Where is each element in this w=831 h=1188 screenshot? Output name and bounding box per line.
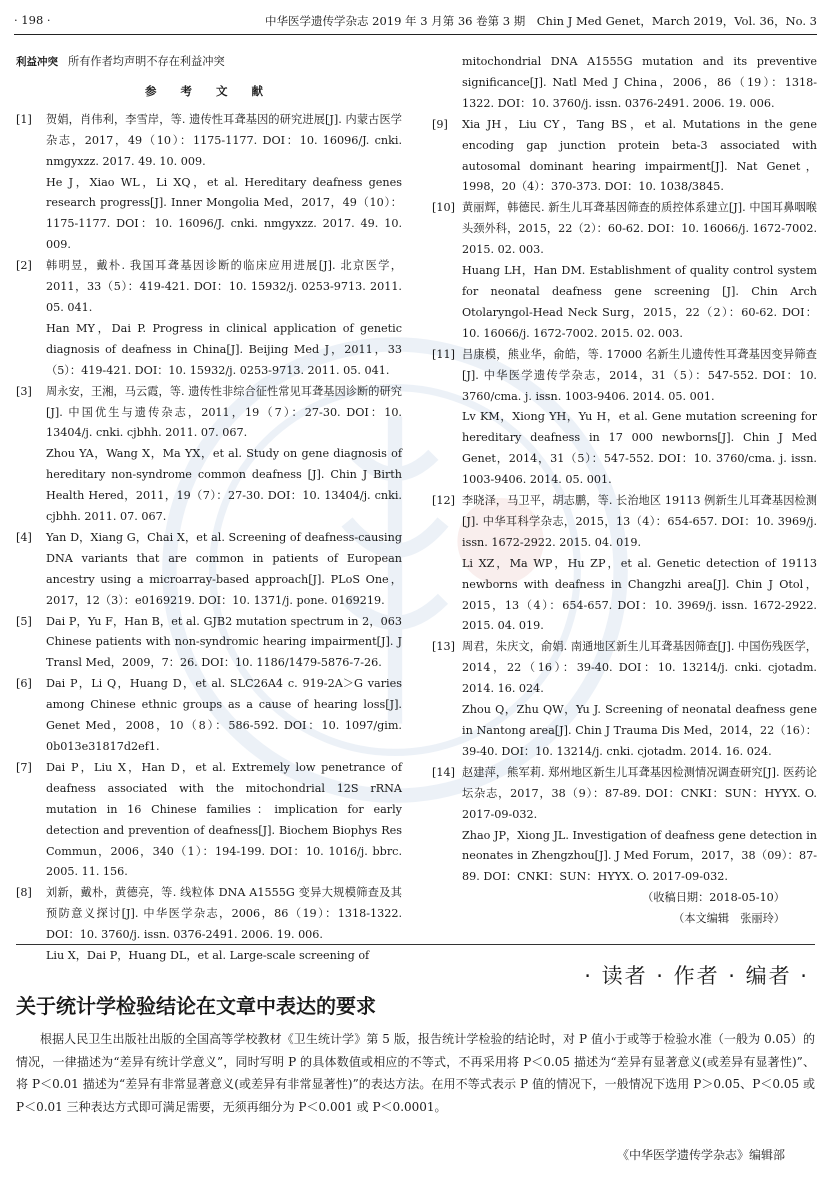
reference-text: Xia JH，Liu CY，Tang BS，et al. Mutations in the gene encoding gap junction protein beta-3 associated with autosomal dominant hearing impairment[J]. Nat Genet，1998，20（4）：370-373. DOI：10. 1038/3845. — [462, 117, 817, 194]
reference-text-en: Lv KM，Xiong YH，Yu H，et al. Gene mutation screening for hereditary deafness in 17 000 newborns[J]. Chin J Med Genet，2014，31（5）：547-552. DOI：10. 3760/cma. j. issn. 1003-9406. 2014. 05. 001. — [462, 410, 817, 487]
references-heading: 参 考 文 献 — [144, 83, 273, 98]
reference-number: [2] — [16, 259, 32, 273]
reference-text-en: Zhou Q，Zhu QW，Yu J. Screening of neonatal deafness gene in Nantong area[J]. Chin J Trauma Dis Med，2014，22（16）：39-40. DOI：10. 13214/j. cnki. cjotadm. 2014. 16. 024. — [462, 703, 817, 758]
reference-text-cn: 李晓泽，马卫平，胡志鹏，等. 长治地区 19113 例新生儿耳聋基因检测[J]. 中华耳科学杂志，2015，13（4）：654-657. DOI：10. 3969/j. issn. 1672-2922. 2015. 04. 019. — [462, 494, 817, 549]
reference-text-cn: 黄丽辉，韩德民. 新生儿耳聋基因筛查的质控体系建立[J]. 中国耳鼻咽喉头颈外科，2015，22（2）：60-62. DOI：10. 16066/j. 1672-7002. 2015. 02. 003. — [462, 201, 817, 257]
reference-text-en: Huang LH，Han DM. Establishment of quality control system for neonatal deafness gene screening [J]. Chin Arch Otolaryngol-Head Neck Surg，2015，22（2）：60-62. DOI：10. 16066/j. 1672-7002. 2015. 02. 003. — [462, 264, 817, 340]
journal-citation-line: 中华医学遗传学杂志 2019 年 3 月第 36 卷第 3 期 Chin J Med Genet，March 2019，Vol. 36，No. 3 — [264, 14, 817, 28]
reference-text: Yan D，Xiang G，Chai X，et al. Screening of deafness-causing DNA variants that are common in patients of European ancestry using a microarray-based approach[J]. PLoS One，2017，12（3）：e0169219. DOI：10. 1371/j. pone. 0169219. — [46, 530, 402, 607]
reference-text: Dai P，Liu X，Han D，et al. Extremely low penetrance of deafness associated with the mitochondrial 12S rRNA mutation in 16 Chinese families：implication for early detection and prevention of deafness[J]. Biochem Biophys Res Commun，2006，340（1）：194-199. DOI：10. 1016/j. bbrc. 2005. 11. 156. — [46, 760, 402, 879]
reference-number: [13] — [432, 640, 455, 654]
reference-item — [16, 883, 402, 967]
section-tag: · 读者 · 作者 · 编者 · — [584, 964, 809, 988]
reference-text: Dai P，Yu F，Han B，et al. GJB2 mutation spectrum in 2，063 Chinese patients with non-syndromic hearing impairment[J]. J Transl Med，2009，7：26. DOI：10. 1186/1479-5876-7-26. — [46, 614, 402, 670]
reference-text-en: Li XZ，Ma WP，Hu ZP，et al. Genetic detection of 19113 newborns with deafness in Changzhi area[J]. Chin J Otol，2015，13（4）：654-657. DOI：10. 3969/j. issn. 1672-2922. 2015. 04. 019. — [462, 556, 817, 633]
notice-body: 根据人民卫生出版社出版的全国高等学校教材《卫生统计学》第 5 版，报告统计学检验的结论时，对 P 值小于或等于检验水准（一般为 0.05）的情况，一律描述为“差异有统计学意义”，同时写明 P 的具体数值或相应的不等式，不再采用将 P＜0.05 描述为“差异有显著意义(或差异有显著性)”、将 P＜0.01 描述为“差异有非常显著意义(或差异有非常显著性)”的表达方法。在用不等式表示 P 值的情况下，一般情况下选用 P＞0.05、P＜0.05 或 P＜0.01 三种表达方式即可满足需要，无须再细分为 P＜0.001 或 P＜0.0001。 — [16, 1032, 815, 1114]
reference-number: [5] — [16, 614, 32, 628]
reference-item — [16, 674, 402, 758]
notice-signature: 《中华医学遗传学杂志》编辑部 — [616, 1148, 785, 1162]
running-header — [14, 8, 817, 35]
conflict-label: 利益冲突 — [16, 56, 58, 68]
reference-text-en: Zhao JP，Xiong JL. Investigation of deafness gene detection in neonates in Zhengzhou[J]. J Med Forum，2017，38（09）：87-89. DOI：CNKI：SUN：HYYX. O. 2017-09-032. — [462, 828, 817, 884]
reference-item — [16, 110, 402, 256]
reference-item — [432, 345, 817, 491]
reference-number: [8] — [16, 886, 32, 900]
page-number: · 198 · — [14, 13, 51, 27]
reference-item — [432, 491, 817, 637]
reference-item — [432, 198, 817, 344]
reference-item-continued — [432, 52, 817, 115]
reference-text-cn: 周永安，王湘，马云霞，等. 遗传性非综合征性常见耳聋基因诊断的研究[J]. 中国优生与遗传杂志，2011，19（7）：27-30. DOI：10. 13404/j. cnki. cjbhh. 2011. 07. 067. — [46, 384, 402, 440]
reference-text-cn: 吕康模，熊业华，俞皓，等. 17000 名新生儿遗传性耳聋基因变异筛查[J]. 中华医学遗传学杂志，2014，31（5）：547-552. DOI：10. 3760/cma. j. issn. 1003-9406. 2014. 05. 001. — [462, 347, 817, 403]
reference-text-continued: mitochondrial DNA A1555G mutation and its preventive significance[J]. Natl Med J China，2006，86（19）：1318-1322. DOI：10. 3760/j. issn. 0376-2491. 2006. 19. 006. — [462, 55, 817, 110]
reference-text-en: He J，Xiao WL，Li XQ，et al. Hereditary deafness genes research progress[J]. Inner Mongolia Med，2017，49（10）：1175-1177. DOI：10. 16096/J. cnki. nmgyxzz. 2017. 49. 10. 009. — [46, 175, 402, 252]
reference-text-cn: 刘新，戴朴，黄德亮，等. 线粒体 DNA A1555G 变异大规模筛查及其预防意义探讨[J]. 中华医学杂志，2006，86（19）：1318-1322. DOI：10. 3760/j. issn. 0376-2491. 2006. 19. 006. — [46, 886, 402, 942]
section-divider — [16, 944, 815, 945]
reference-number: [9] — [432, 117, 448, 131]
reference-text: Dai P，Li Q，Huang D，et al. SLC26A4 c. 919-2A＞G varies among Chinese ethnic groups as a cause of hearing loss[J]. Genet Med，2008，10（8）：586-592. DOI：10. 1097/gim. 0b013e31817d2ef1. — [46, 677, 402, 753]
reference-number: [6] — [16, 677, 32, 691]
reference-text-cn: 贺娟，肖伟利，李雪岸，等. 遗传性耳聋基因的研究进展[J]. 内蒙古医学杂志，2017，49（10）：1175-1177. DOI：10. 16096/J. cnki. nmgyxzz. 2017. 49. 10. 009. — [46, 112, 402, 168]
reference-number: [3] — [16, 384, 32, 398]
reference-item — [16, 528, 402, 612]
conflict-text: 所有作者均声明不存在利益冲突 — [68, 55, 225, 68]
reference-item — [16, 612, 402, 675]
reference-item — [432, 115, 817, 199]
reference-number: [10] — [432, 201, 455, 215]
reference-item — [432, 763, 817, 888]
reference-text-en: Zhou YA，Wang X，Ma YX，et al. Study on gene diagnosis of hereditary non-syndrome common deafness [J]. Chin J Birth Health Hered，2011，19（7）：27-30. DOI：10. 13404/j. cnki. cjbhh. 2011. 07. 067. — [46, 447, 402, 524]
right-column — [432, 52, 817, 930]
conflict-of-interest — [16, 52, 402, 73]
reference-item — [432, 637, 817, 762]
left-column — [16, 52, 402, 967]
reference-text-cn: 赵建萍，熊军莉. 郑州地区新生儿耳聋基因检测情况调查研究[J]. 医药论坛杂志，2017，38（9）：87-89. DOI：CNKI：SUN：HYYX. O. 2017-09-032. — [462, 765, 817, 821]
reference-item — [16, 256, 402, 381]
reference-number: [1] — [16, 112, 32, 126]
received-date: （收稿日期：2018-05-10） — [642, 891, 785, 905]
reference-text-en: Liu X，Dai P，Huang DL，et al. Large-scale screening of — [46, 949, 370, 963]
reference-number: [4] — [16, 530, 32, 544]
reference-item — [16, 758, 402, 883]
reference-text-cn: 韩明昱，戴朴. 我国耳聋基因诊断的临床应用进展[J]. 北京医学，2011，33（5）：419-421. DOI：10. 15932/j. 0253-9713. 2011. 05. 041. — [46, 259, 402, 314]
reference-text-en: Han MY，Dai P. Progress in clinical application of genetic diagnosis of deafness in China[J]. Beijing Med J，2011，33（5）：419-421. DOI：10. 15932/j. 0253-9713. 2011. 05. 041. — [46, 321, 402, 377]
reference-number: [14] — [432, 765, 455, 779]
reference-text-cn: 周君，朱庆文，俞娟. 南通地区新生儿耳聋基因筛查[J]. 中国伤残医学，2014，22（16）：39-40. DOI：10. 13214/j. cnki. cjotadm. 2014. 16. 024. — [462, 640, 817, 696]
reference-number: [12] — [432, 494, 455, 508]
reference-number: [11] — [432, 347, 455, 361]
editor-credit: （本文编辑 张丽玲） — [673, 912, 785, 926]
notice-title: 关于统计学检验结论在文章中表达的要求 — [16, 994, 376, 1018]
reference-item — [16, 382, 402, 528]
reference-number: [7] — [16, 760, 32, 774]
